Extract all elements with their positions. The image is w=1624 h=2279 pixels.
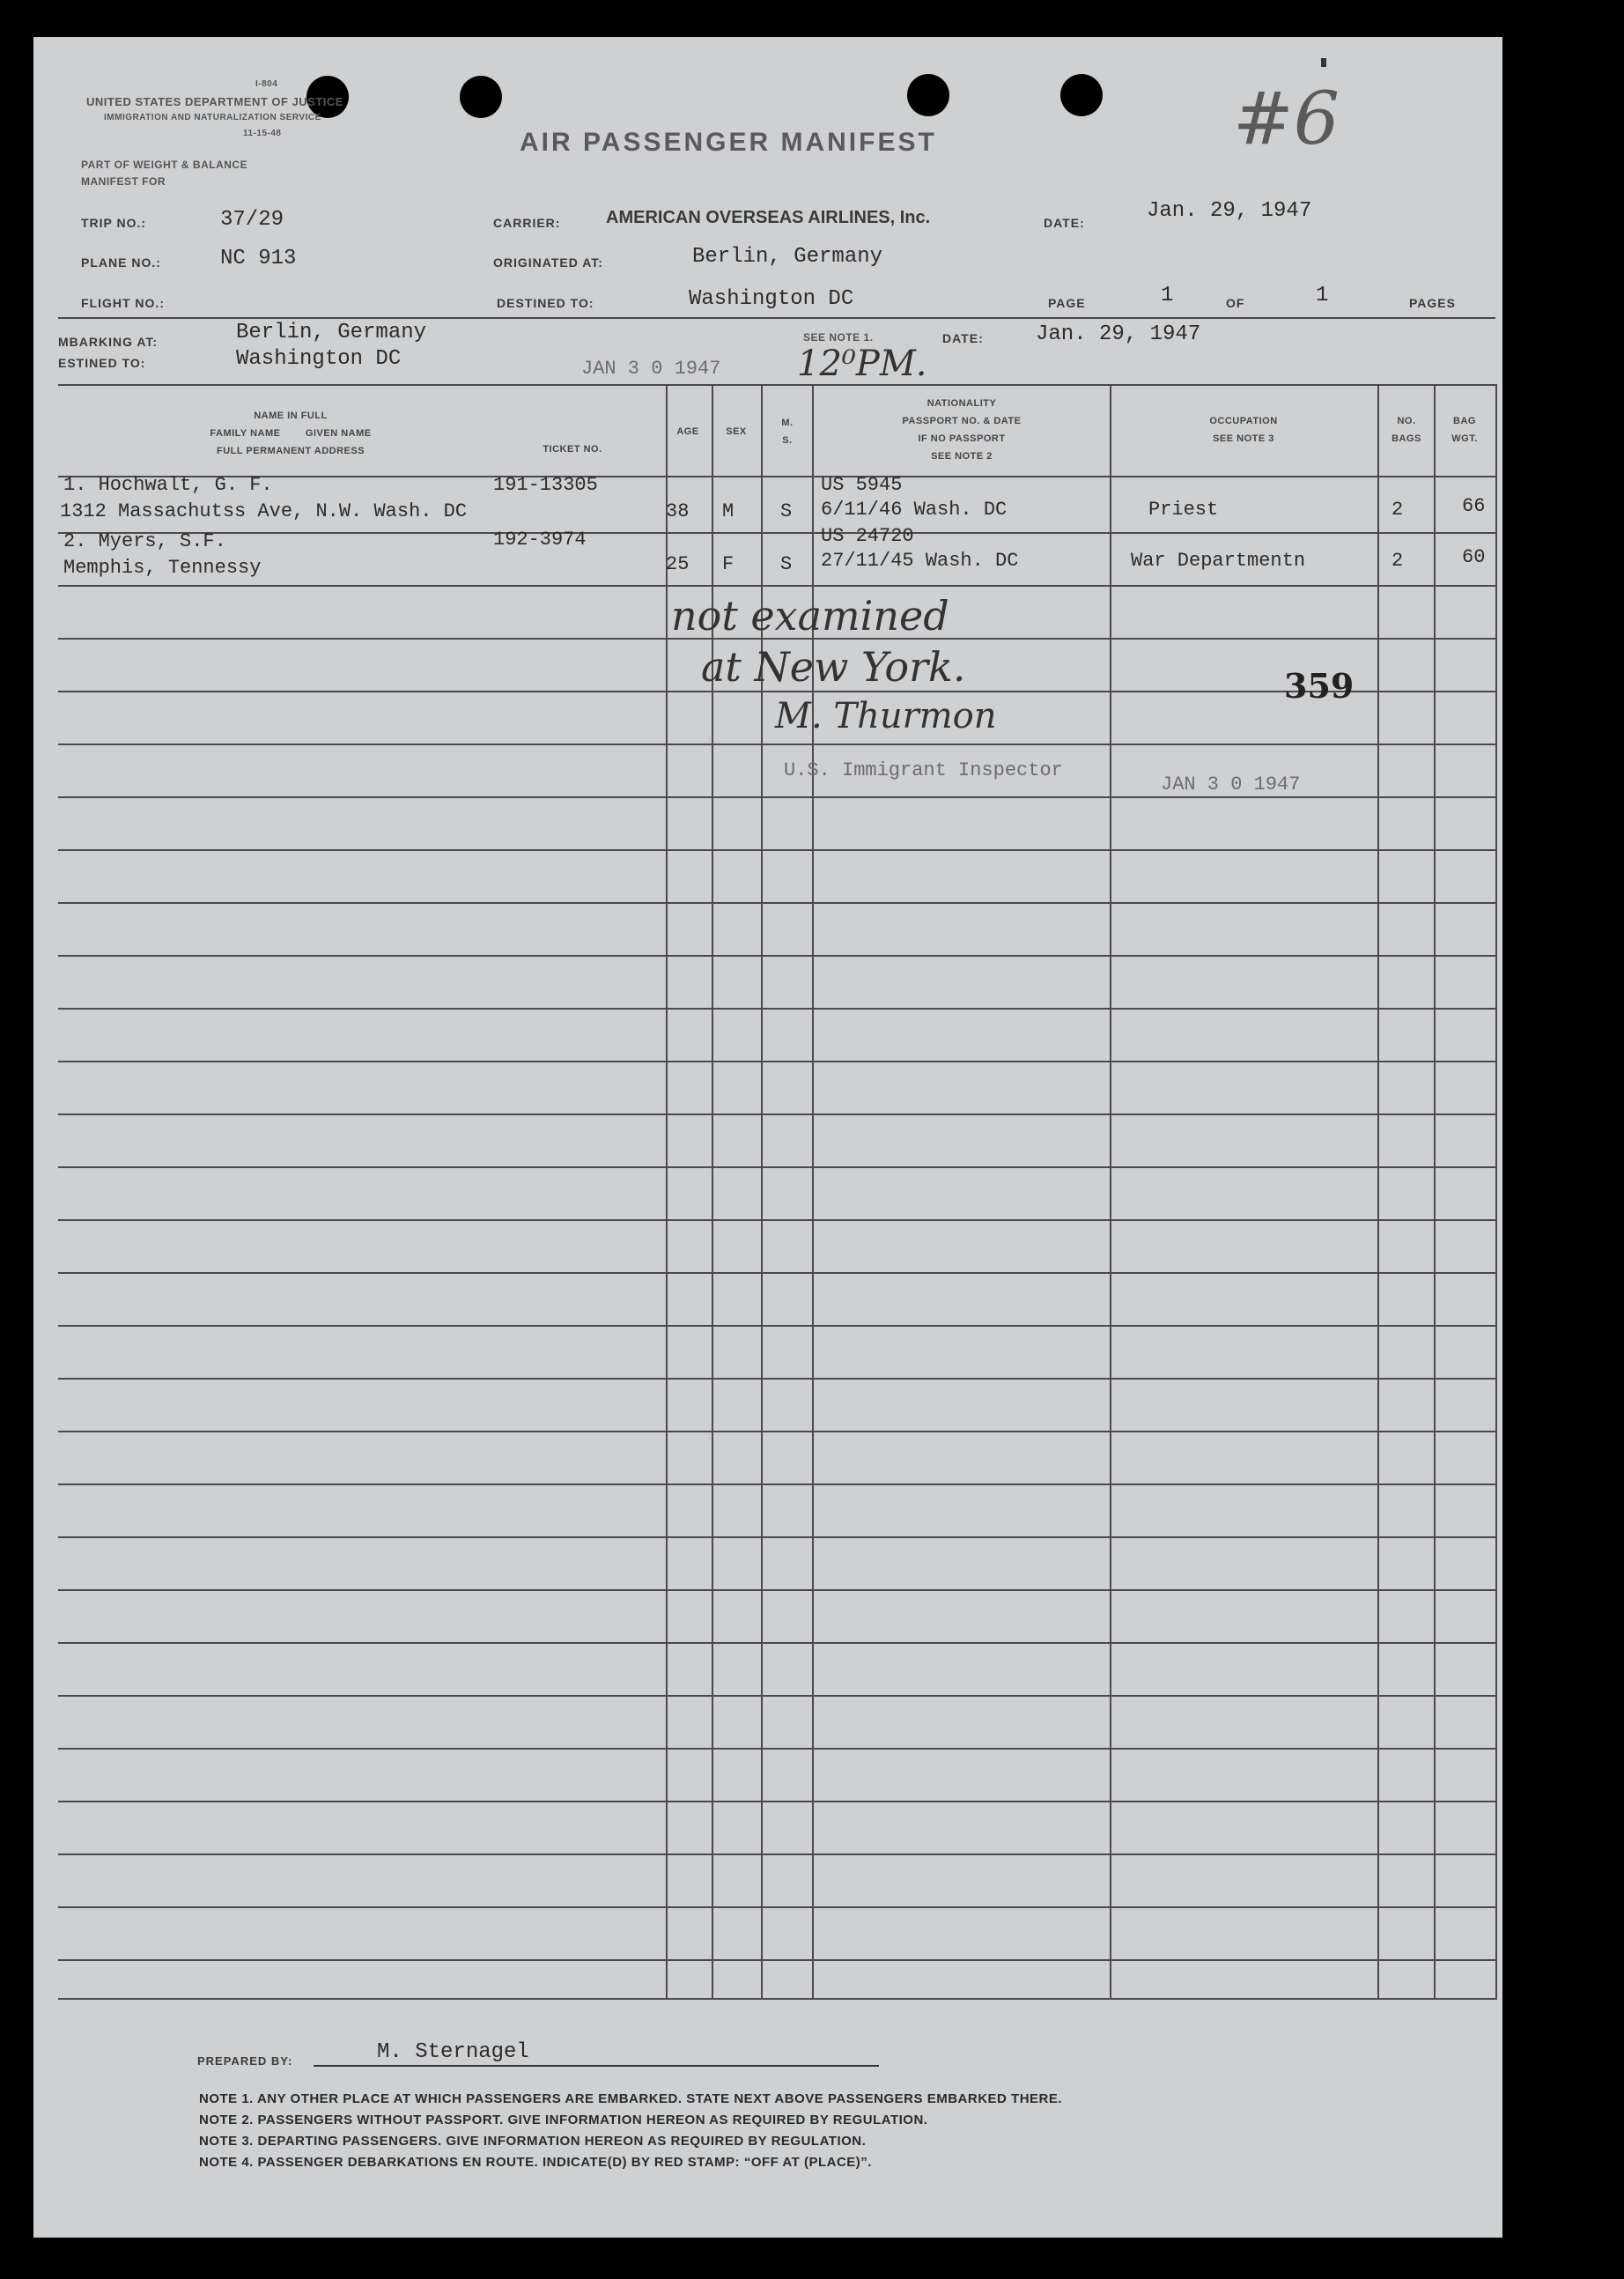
note-2: NOTE 2. PASSENGERS WITHOUT PASSPORT. GIVE INFORMATION HEREON AS REQUIRED BY REGULATION. bbox=[199, 2113, 928, 2127]
embarking-label: MBARKING AT: bbox=[58, 335, 159, 349]
name-l2: FAMILY NAME GIVEN NAME bbox=[210, 428, 372, 439]
punch-hole bbox=[460, 76, 502, 118]
agency-name: UNITED STATES DEPARTMENT OF JUSTICE bbox=[86, 95, 343, 108]
table-row-line bbox=[58, 796, 1495, 798]
passenger-2-age: 25 bbox=[666, 553, 690, 575]
ink-dot bbox=[1321, 58, 1326, 67]
passenger-2-address: Memphis, Tennessy bbox=[63, 557, 262, 579]
inspection-note-1: not examined bbox=[671, 592, 949, 640]
passenger-2-occupation: War Departmentn bbox=[1131, 550, 1306, 572]
table-row-line bbox=[58, 1959, 1495, 1961]
table-row-line bbox=[58, 1431, 1495, 1432]
divider bbox=[58, 384, 1495, 386]
note-4: NOTE 4. PASSENGER DEBARKATIONS EN ROUTE. INDICATE(D) BY RED STAMP: “OFF AT (PLACE)”. bbox=[199, 2155, 872, 2170]
carrier-label: CARRIER: bbox=[493, 216, 561, 230]
table-column-line bbox=[1110, 384, 1111, 2000]
nat-l4: SEE NOTE 2 bbox=[931, 451, 993, 462]
table-row-line bbox=[58, 1801, 1495, 1802]
agency-service: IMMIGRATION AND NATURALIZATION SERVICE bbox=[104, 113, 321, 122]
passenger-2-name: 2. Myers, S.F. bbox=[63, 530, 226, 552]
passenger-1-ms: S bbox=[780, 500, 793, 522]
occ-l2: SEE NOTE 3 bbox=[1213, 433, 1274, 444]
punch-hole bbox=[907, 74, 949, 116]
plane-value: NC 913 bbox=[220, 247, 297, 270]
flight-label: FLIGHT NO.: bbox=[81, 296, 165, 310]
table-row-line bbox=[58, 532, 1495, 534]
col-header-ticket: TICKET NO. bbox=[543, 444, 602, 455]
punch-hole bbox=[1060, 74, 1103, 116]
table-row-line bbox=[58, 1114, 1495, 1115]
table-row-line bbox=[58, 1589, 1495, 1591]
page-value: 1 bbox=[1161, 284, 1174, 307]
handwritten-number: #6 bbox=[1233, 78, 1340, 161]
receipt-stamp: JAN 3 0 1947 bbox=[581, 358, 721, 380]
table-row-line bbox=[58, 955, 1495, 957]
passenger-2-sex: F bbox=[722, 553, 734, 575]
date-value: Jan. 29, 1947 bbox=[1147, 199, 1312, 223]
table-row-line bbox=[58, 1748, 1495, 1750]
passenger-2-ms: S bbox=[780, 553, 793, 575]
table-row-line bbox=[58, 1642, 1495, 1644]
table-row-line bbox=[58, 849, 1495, 851]
plane-label: PLANE NO.: bbox=[81, 255, 161, 270]
pages-label: PAGES bbox=[1409, 296, 1456, 310]
passenger-1-name: 1. Hochwalt, G. F. bbox=[63, 474, 273, 496]
part-of-label: PART OF WEIGHT & BALANCE bbox=[81, 159, 248, 171]
passenger-1-age: 38 bbox=[666, 500, 690, 522]
passenger-2-bags: 2 bbox=[1391, 550, 1404, 572]
inspection-number: 359 bbox=[1284, 666, 1355, 706]
col-header-ms: M. S. bbox=[781, 418, 794, 446]
table-column-line bbox=[666, 384, 668, 2000]
embark-date-value: Jan. 29, 1947 bbox=[1036, 322, 1201, 346]
page-label: PAGE bbox=[1048, 296, 1086, 310]
inspector-title-stamp: U.S. Immigrant Inspector bbox=[784, 759, 1063, 781]
prepared-by-value: M. Sternagel bbox=[377, 2040, 529, 2064]
col-header-bags bbox=[1379, 412, 1434, 448]
date-label: DATE: bbox=[1044, 216, 1085, 230]
table-row-line bbox=[58, 1272, 1495, 1274]
table-row-line bbox=[58, 1695, 1495, 1697]
trip-value: 37/29 bbox=[220, 208, 284, 232]
col-header-weight bbox=[1436, 412, 1494, 448]
table-column-line bbox=[1377, 384, 1379, 2000]
of-label: OF bbox=[1226, 296, 1245, 310]
bags-l1: NO. bbox=[1397, 416, 1416, 426]
table-row-line bbox=[58, 1484, 1495, 1485]
occ-l1: OCCUPATION bbox=[1209, 416, 1278, 426]
passenger-1-occupation: Priest bbox=[1148, 499, 1219, 521]
originated-value: Berlin, Germany bbox=[692, 245, 883, 269]
col-header-occupation bbox=[1111, 412, 1376, 448]
col-header-name bbox=[203, 407, 379, 460]
embark-date-label: DATE: bbox=[942, 331, 984, 345]
nat-l1: NATIONALITY bbox=[926, 398, 997, 409]
table-column-line bbox=[1434, 384, 1436, 2000]
see-note-label: SEE NOTE 1. bbox=[803, 331, 874, 344]
table-row-line bbox=[58, 1536, 1495, 1538]
table-row-line bbox=[58, 1378, 1495, 1380]
destined-value: Washington DC bbox=[689, 287, 854, 311]
table-row-line bbox=[58, 1854, 1495, 1855]
table-row-line bbox=[58, 585, 1495, 587]
passenger-1-weight: 66 bbox=[1462, 495, 1486, 517]
page-title: AIR PASSENGER MANIFEST bbox=[520, 128, 937, 157]
passenger-1-ticket: 191-13305 bbox=[493, 474, 598, 496]
passenger-1-passport-1: US 5945 bbox=[821, 474, 903, 496]
name-l1: NAME IN FULL bbox=[254, 411, 328, 421]
trip-label: TRIP NO.: bbox=[81, 216, 147, 230]
passenger-1-sex: M bbox=[722, 500, 734, 522]
table-header-line bbox=[58, 476, 1495, 477]
manifest-for-label: MANIFEST FOR bbox=[81, 175, 166, 188]
name-l3: FULL PERMANENT ADDRESS bbox=[216, 446, 365, 456]
table-row-line bbox=[58, 1061, 1495, 1062]
carrier-value: AMERICAN OVERSEAS AIRLINES, Inc. bbox=[606, 208, 931, 227]
col-header-nationality bbox=[814, 395, 1110, 465]
table-row-line bbox=[58, 1325, 1495, 1327]
inspection-date-stamp: JAN 3 0 1947 bbox=[1161, 773, 1301, 795]
col-header-age: AGE bbox=[676, 426, 699, 437]
form-number: I-804 bbox=[255, 79, 278, 89]
passenger-1-passport-2: 6/11/46 Wash. DC bbox=[821, 499, 1008, 521]
wgt-l1: BAG bbox=[1453, 416, 1476, 426]
nat-l2: PASSPORT NO. & DATE bbox=[902, 416, 1022, 426]
inspection-note-2: at New York. bbox=[701, 643, 966, 691]
table-row-line bbox=[58, 902, 1495, 904]
embarking-value: Berlin, Germany bbox=[236, 321, 427, 344]
originated-label: ORIGINATED AT: bbox=[493, 255, 603, 270]
wgt-l2: WGT. bbox=[1451, 433, 1478, 444]
col-header-sex: SEX bbox=[726, 426, 747, 437]
table-row-line bbox=[58, 744, 1495, 745]
handwritten-time: 12⁰PM. bbox=[797, 344, 927, 384]
prepared-by-line bbox=[314, 2065, 879, 2067]
note-3: NOTE 3. DEPARTING PASSENGERS. GIVE INFORMATION HEREON AS REQUIRED BY REGULATION. bbox=[199, 2134, 867, 2149]
passenger-1-bags: 2 bbox=[1391, 499, 1404, 521]
table-row-line bbox=[58, 1219, 1495, 1221]
nat-l3: IF NO PASSPORT bbox=[918, 433, 1006, 444]
divider bbox=[58, 317, 1495, 319]
passenger-2-passport-2: 27/11/45 Wash. DC bbox=[821, 550, 1019, 572]
passenger-2-weight: 60 bbox=[1462, 546, 1486, 568]
embark-destined-value: Washington DC bbox=[236, 347, 402, 371]
passenger-1-address: 1312 Massachutss Ave, N.W. Wash. DC bbox=[60, 500, 468, 522]
destined-label: DESTINED TO: bbox=[497, 296, 594, 310]
agency-date: 11-15-48 bbox=[243, 129, 282, 138]
bags-l2: BAGS bbox=[1391, 433, 1421, 444]
table-row-line bbox=[58, 691, 1495, 692]
table-row-line bbox=[58, 1906, 1495, 1908]
passenger-2-passport-1: US 24720 bbox=[821, 525, 914, 547]
note-1: NOTE 1. ANY OTHER PLACE AT WHICH PASSENGERS ARE EMBARKED. STATE NEXT ABOVE PASSENGERS EMBARKED THERE. bbox=[199, 2091, 1063, 2106]
table-column-line bbox=[1495, 384, 1497, 2000]
prepared-by-label: PREPARED BY: bbox=[197, 2054, 293, 2068]
embark-destined-label: ESTINED TO: bbox=[58, 356, 146, 370]
passenger-2-ticket: 192-3974 bbox=[493, 529, 587, 551]
inspector-signature: M. Thurmon bbox=[775, 696, 997, 736]
table-bottom-line bbox=[58, 1998, 1495, 2000]
table-row-line bbox=[58, 1166, 1495, 1168]
of-value: 1 bbox=[1316, 284, 1329, 307]
table-row-line bbox=[58, 1008, 1495, 1010]
